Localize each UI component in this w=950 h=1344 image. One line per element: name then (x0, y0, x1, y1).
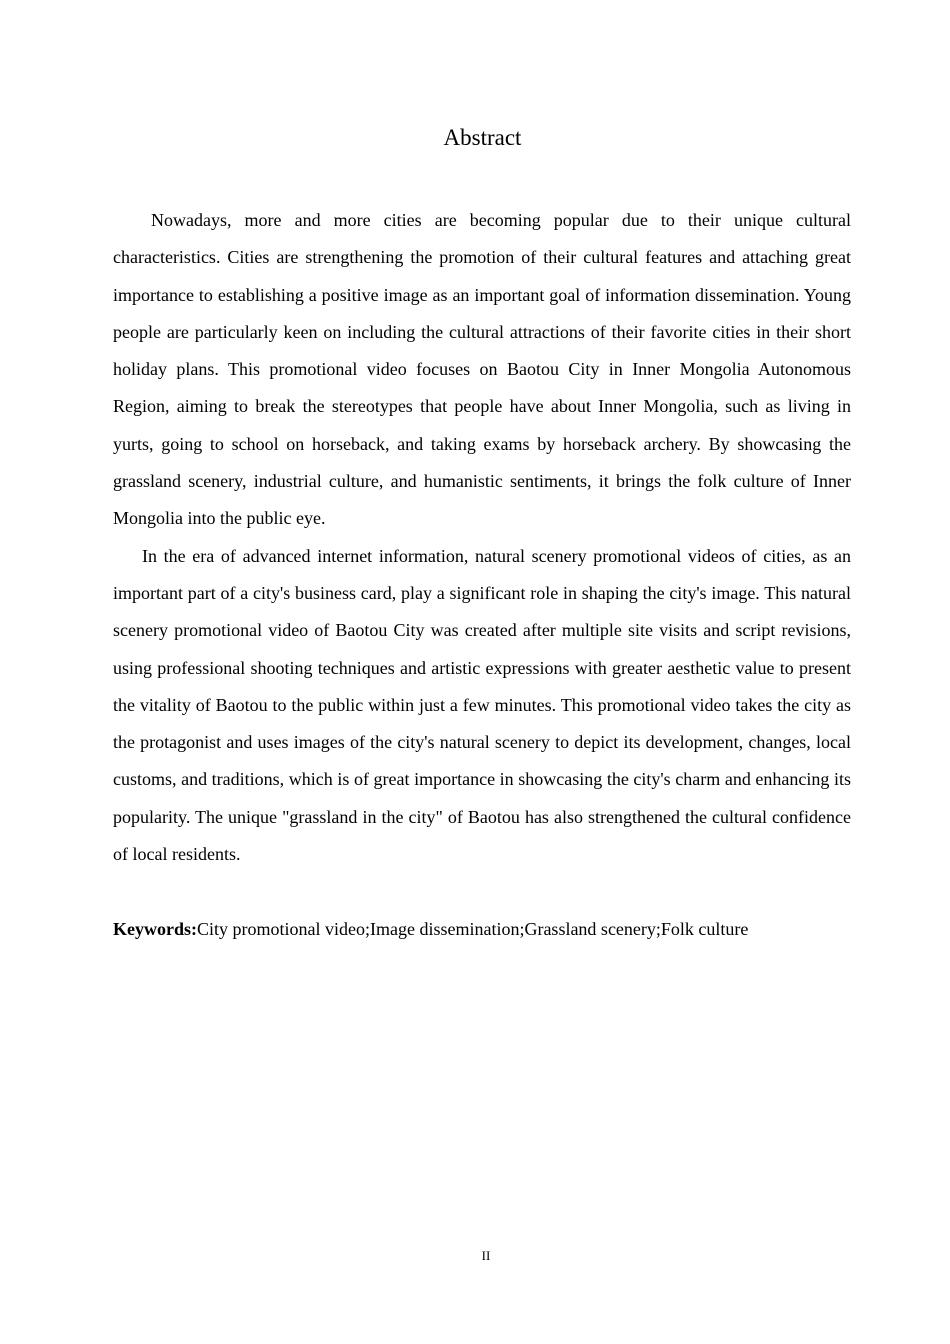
keywords-line (113, 912, 851, 946)
keywords-label: Keywords: (113, 919, 197, 939)
page-number: II (481, 1248, 491, 1263)
keywords-value: City promotional video;Image dissemination;Grassland scenery;Folk culture (197, 919, 749, 939)
abstract-paragraph-2: In the era of advanced internet information, natural scenery promotional videos of cities, as an important part of a city's business card, play a significant role in shaping the city's image. This natural scenery promotional video of Baotou City was created after multiple site visits and script revisions, using professional shooting techniques and artistic expressions with greater aesthetic value to present the vitality of Baotou to the public within just a few minutes. This promotional video takes the city as the protagonist and uses images of the city's natural scenery to depict its development, changes, local customs, and traditions, which is of great importance in showcasing the city's charm and enhancing its popularity. The unique "grassland in the city" of Baotou has also strengthened the cultural confidence of local residents. (113, 545, 851, 865)
abstract-body (113, 202, 851, 873)
abstract-paragraph-1: Nowadays, more and more cities are becoming popular due to their unique cultural characteristics. Cities are strengthening the promotion of their cultural features and attaching great importance to establishing a positive image as an important goal of information dissemination. Young people are particularly keen on including the cultural attractions of their favorite cities in their short holiday plans. This promotional video focuses on Baotou City in Inner Mongolia Autonomous Region, aiming to break the stereotypes that people have about Inner Mongolia, such as living in yurts, going to school on horseback, and taking exams by horseback archery. By showcasing the grassland scenery, industrial culture, and humanistic sentiments, it brings the folk culture of Inner Mongolia into the public eye. (113, 210, 851, 529)
abstract-heading: Abstract (443, 125, 522, 150)
